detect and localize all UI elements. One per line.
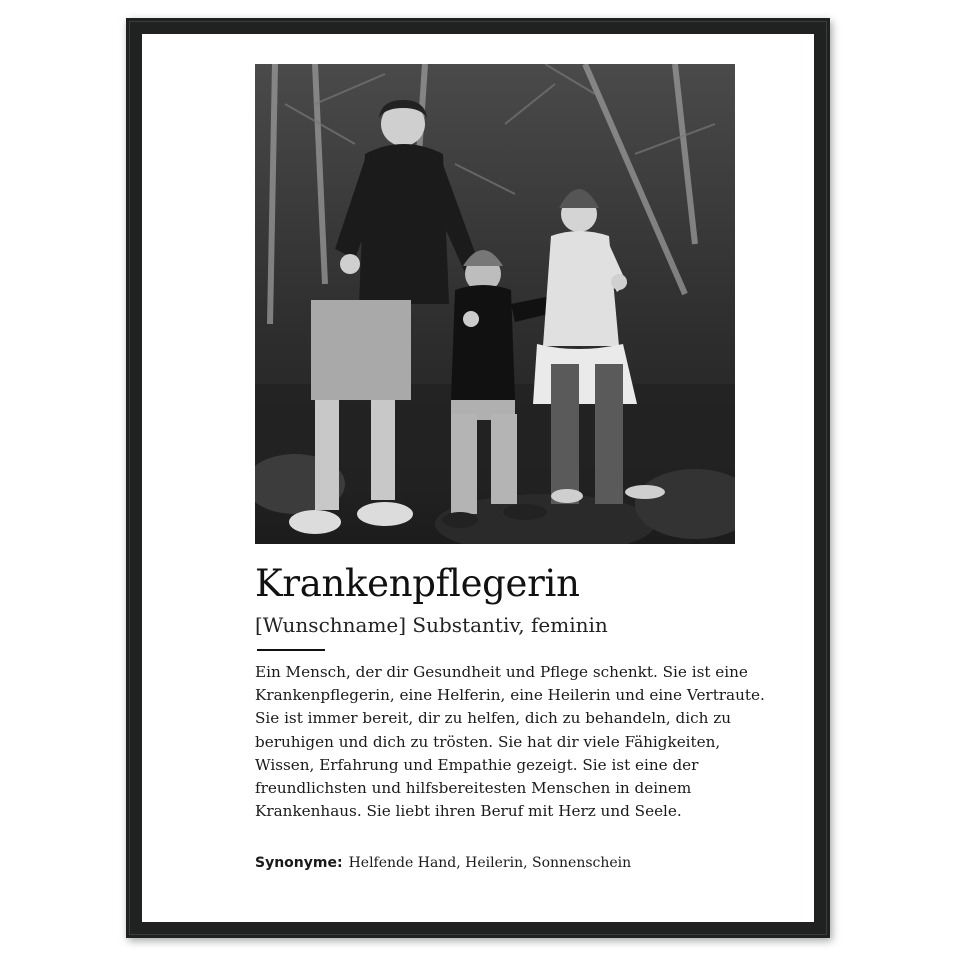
poster-subtitle: [Wunschname] Substantiv, feminin — [255, 613, 608, 637]
synonyms-line — [255, 855, 631, 871]
picture-frame — [126, 18, 830, 938]
poster-paper — [142, 34, 814, 922]
definition-text: Ein Mensch, der dir Gesundheit und Pflege schenkt. Sie ist eine Krankenpflegerin, eine Helferin, eine Heilerin und eine Vertraute. Sie ist immer bereit, dir zu helfen, dich zu behandeln, dich zu beruhigen und dich zu trösten. Sie hat dir viele Fähigkeiten, Wissen, Erfahrung und Empathie gezeigt. Sie ist eine der freundlichsten und hilfsbereitesten Menschen in deinem Krankenhaus. Sie liebt ihren Beruf mit Herz und Seele. — [255, 663, 765, 821]
poster-title: Krankenpflegerin — [255, 562, 580, 605]
family-photo — [255, 64, 735, 544]
synonyms-label: Synonyme: — [255, 855, 343, 871]
synonyms-value: Helfende Hand, Heilerin, Sonnenschein — [348, 855, 632, 871]
divider-rule — [257, 649, 325, 651]
